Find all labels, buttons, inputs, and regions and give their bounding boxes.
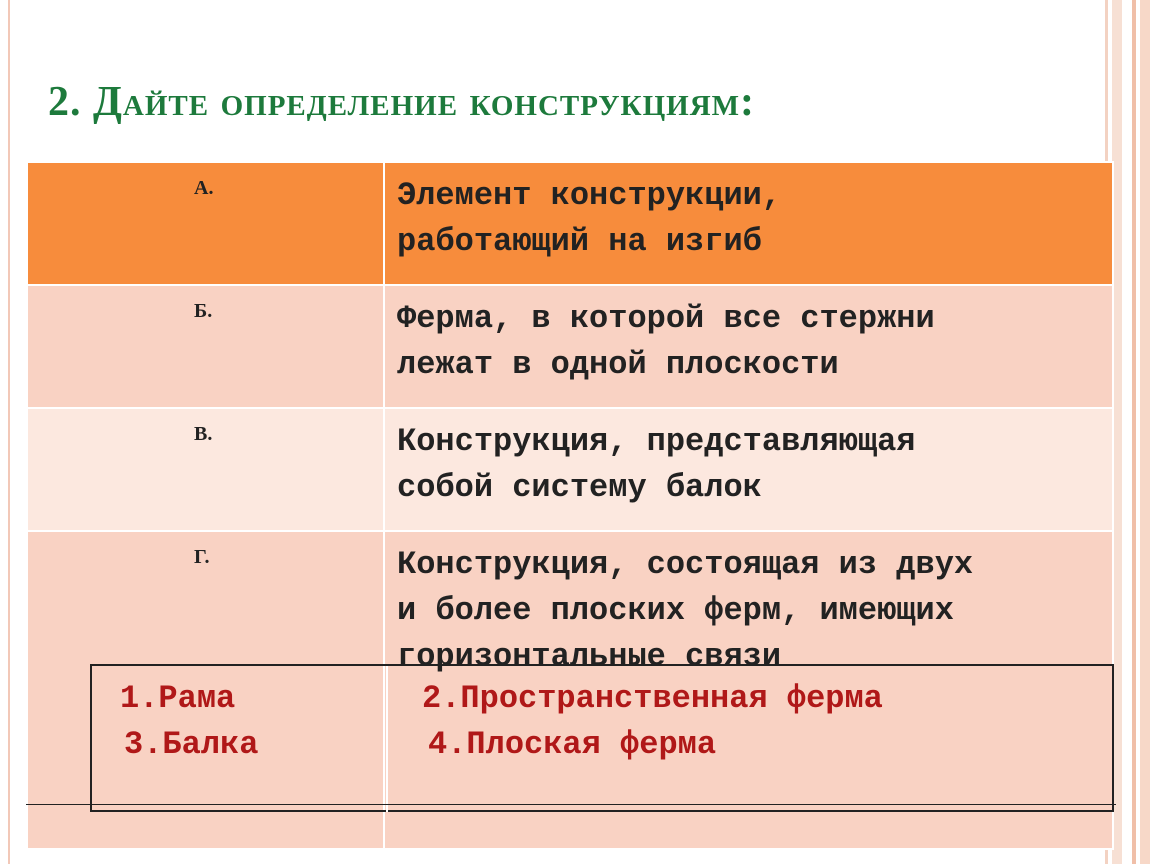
definition-line: Конструкция, представляющая (397, 423, 916, 460)
row-definition (384, 408, 1113, 531)
answer-option: 2.Пространственная ферма (422, 680, 883, 717)
row-letter: Г. (27, 531, 384, 849)
answer-option: 4.Плоская ферма (428, 726, 717, 763)
row-letter: В. (27, 408, 384, 531)
answer-option: 3.Балка (124, 726, 259, 763)
row-letter: А. (27, 162, 384, 285)
definition-line: и более плоских ферм, имеющих (397, 592, 954, 629)
answer-option: 1.Рама (120, 680, 236, 717)
definition-line: лежат в одной плоскости (397, 346, 839, 383)
table-row (27, 285, 1113, 408)
definition-line: Ферма, в которой все стержни (397, 300, 935, 337)
row-definition (384, 285, 1113, 408)
row-letter: Б. (27, 285, 384, 408)
definition-line: работающий на изгиб (397, 223, 762, 260)
definition-line: собой систему балок (397, 469, 762, 506)
table-row (27, 162, 1113, 285)
slide-frame-right-stripe (1140, 0, 1150, 864)
slide-frame-left (8, 0, 10, 864)
slide-frame-right-stripe (1132, 0, 1136, 864)
definition-line: горизонтальные связи (397, 638, 782, 675)
slide-title: 2. Дайте определение конструкциям: (48, 79, 755, 125)
table-bottom-line (26, 804, 1116, 805)
definition-line: Конструкция, состоящая из двух (397, 546, 974, 583)
table-row (27, 408, 1113, 531)
row-definition (384, 162, 1113, 285)
answers-divider (386, 666, 388, 812)
answers-box (90, 664, 1114, 812)
definition-line: Элемент конструкции, (397, 177, 782, 214)
